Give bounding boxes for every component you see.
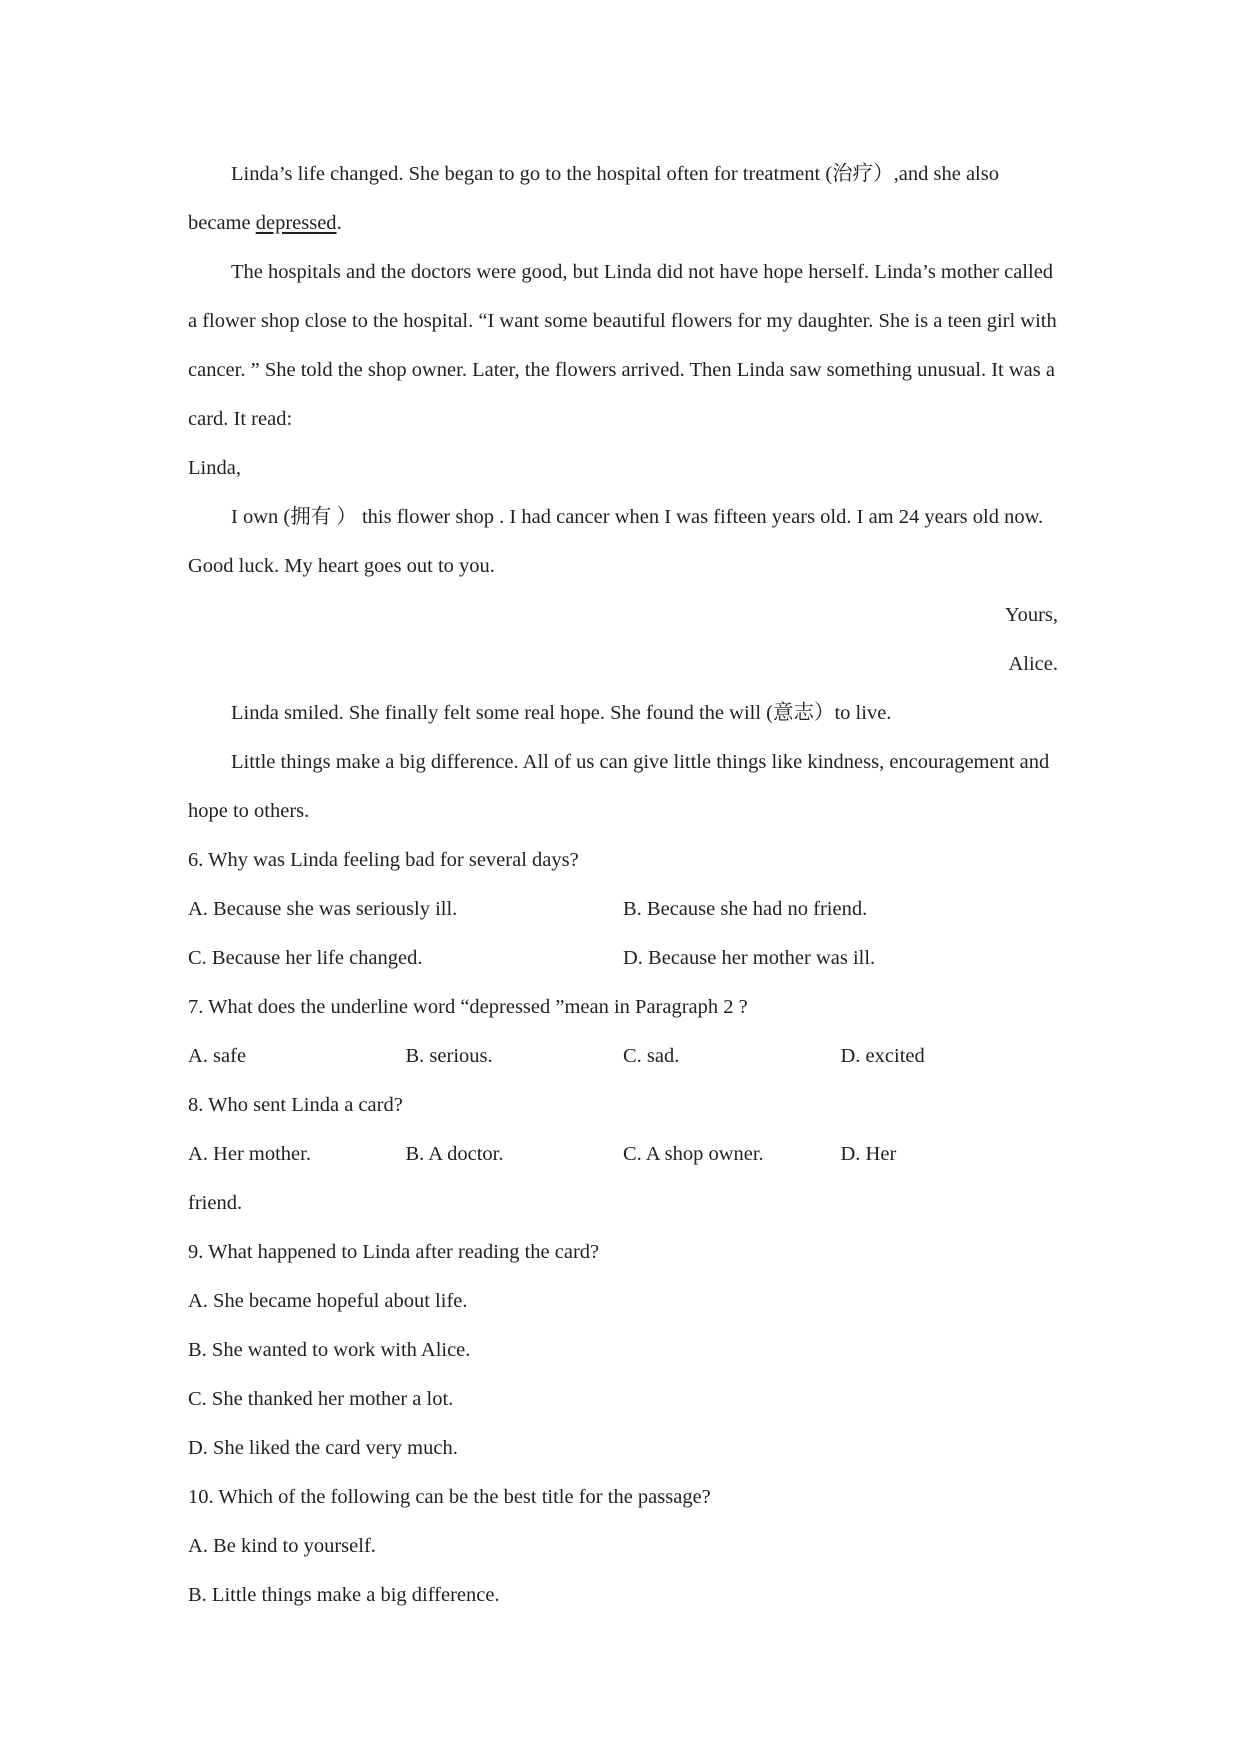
paragraph-1-end: . [336, 212, 342, 234]
paragraph-2: The hospitals and the doctors were good, but Linda did not have hope herself. Linda’s mother called a flower shop close to the hospital. “I want some beautiful flowers for my daughter. She is a teen girl with cancer. ” She told the shop owner. Later, the flowers arrived. Then Linda saw something unusual. It was a card. It read: [188, 261, 1057, 430]
card-closing: Yours, [1004, 604, 1058, 626]
question-8-option-a: A. Her mother. [188, 1143, 311, 1165]
card-signature: Alice. [1008, 653, 1058, 675]
question-7-stem: 7. What does the underline word “depressed ”mean in Paragraph 2 ? [188, 996, 748, 1018]
card-body: I own (拥有 ） this flower shop . I had cancer when I was fifteen years old. I am 24 years old now. Good luck. My heart goes out to you. [188, 506, 1044, 577]
question-8-option-d-continued: friend. [188, 1192, 243, 1214]
question-6-options [188, 885, 1058, 983]
document-page [188, 150, 1058, 1620]
question-10-stem: 10. Which of the following can be the best title for the passage? [188, 1486, 711, 1508]
question-6-option-b: B. Because she had no friend. [623, 898, 868, 920]
card-greeting: Linda, [188, 457, 241, 479]
question-8-stem: 8. Who sent Linda a card? [188, 1094, 403, 1116]
question-7-option-c: C. sad. [623, 1045, 680, 1067]
question-9-option-b: B. She wanted to work with Alice. [188, 1339, 471, 1361]
question-6-option-d: D. Because her mother was ill. [623, 947, 876, 969]
question-10-option-a: A. Be kind to yourself. [188, 1535, 376, 1557]
question-6-stem: 6. Why was Linda feeling bad for several days? [188, 849, 579, 871]
underlined-word: depressed [255, 212, 337, 234]
question-7-options [188, 1032, 1058, 1081]
question-10-option-b: B. Little things make a big difference. [188, 1584, 500, 1606]
question-9-option-a: A. She became hopeful about life. [188, 1290, 468, 1312]
paragraph-4: Little things make a big difference. All of us can give little things like kindness, encouragement and hope to others. [188, 751, 1050, 822]
question-9-stem: 9. What happened to Linda after reading the card? [188, 1241, 600, 1263]
paragraph-3: Linda smiled. She finally felt some real hope. She found the will (意志）to live. [231, 702, 892, 724]
question-9-option-c: C. She thanked her mother a lot. [188, 1388, 454, 1410]
question-8-option-b: B. A doctor. [405, 1143, 504, 1165]
question-6-option-c: C. Because her life changed. [188, 947, 423, 969]
question-8-option-d: D. Her [840, 1143, 897, 1165]
question-9-option-d: D. She liked the card very much. [188, 1437, 458, 1459]
paragraph-1 [188, 150, 1058, 248]
question-7-option-d: D. excited [840, 1045, 925, 1067]
question-8-options [188, 1130, 1058, 1179]
paragraph-1-text: Linda’s life changed. She began to go to the hospital often for treatment (治疗）,and she also became [188, 163, 999, 234]
question-7-option-b: B. serious. [405, 1045, 493, 1067]
question-8-option-c: C. A shop owner. [623, 1143, 764, 1165]
question-6-option-a: A. Because she was seriously ill. [188, 898, 458, 920]
question-7-option-a: A. safe [188, 1045, 247, 1067]
